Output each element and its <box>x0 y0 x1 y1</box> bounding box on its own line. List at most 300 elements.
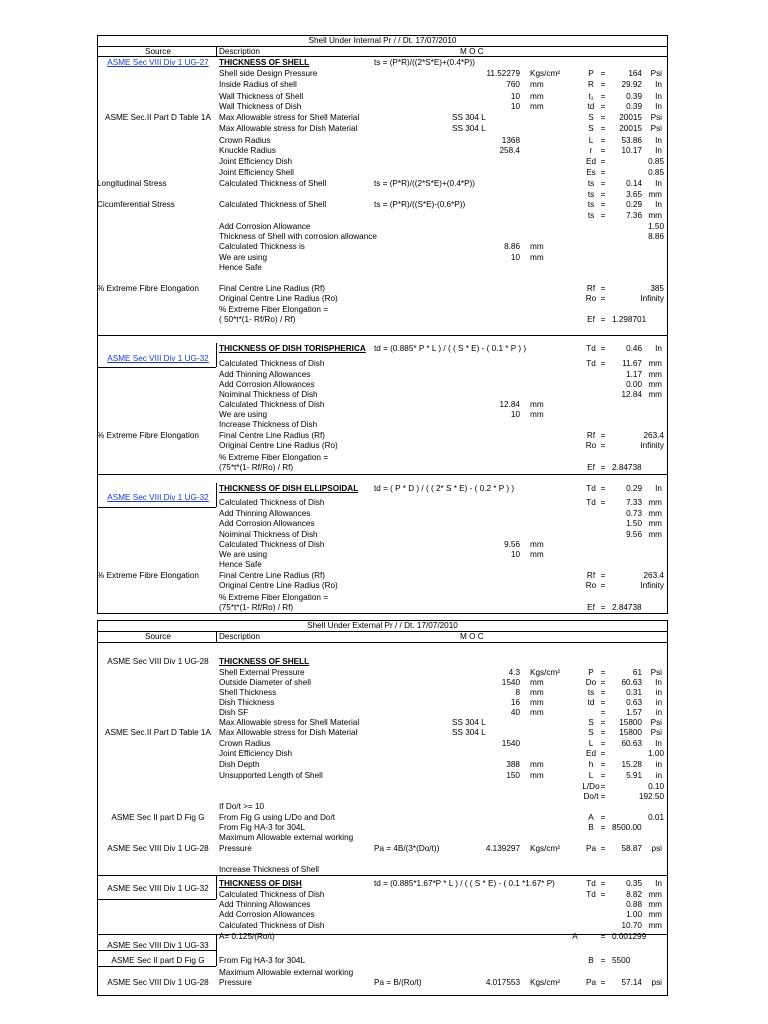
unit-cell: mm <box>530 698 544 707</box>
result-unit: in <box>655 760 662 769</box>
result-value: 0.85 <box>648 168 664 177</box>
equals-sign: = <box>600 749 606 758</box>
moc-value: 760 <box>506 80 520 89</box>
table-row <box>0 314 768 325</box>
description-cell: From Fig HA-3 for 304L <box>219 823 305 832</box>
result-value: Infinity <box>640 441 664 450</box>
equals-sign: = <box>600 113 606 122</box>
result-value: 8.82 <box>626 890 642 899</box>
table-row <box>0 748 768 759</box>
source-cell: ASME Sec II part D Fig G <box>111 956 205 965</box>
result-value: 3.65 <box>626 190 642 199</box>
result-value: 0.46 <box>626 344 642 353</box>
description-cell: Calculated Thickness is <box>219 242 305 251</box>
symbol-cell: r <box>589 146 593 155</box>
symbol-cell: Ro <box>585 581 597 590</box>
table-row <box>0 68 768 79</box>
table-row <box>0 801 768 812</box>
description-cell: Calculated Thickness of Dish <box>219 890 325 899</box>
equals-sign: = <box>600 344 606 353</box>
result-value: 2.84738 <box>612 463 642 472</box>
description-cell: THICKNESS OF SHELL <box>219 657 310 666</box>
description-cell: From Fig G using L/Do and Do/t <box>219 813 336 822</box>
table-row <box>0 940 768 951</box>
source-cell: ASME Sec.II Part D Table 1A <box>105 113 211 122</box>
description-cell: % Extreme Fiber Elongation = <box>219 305 328 314</box>
moc-value: 10 <box>510 92 520 101</box>
result-value: 0.14 <box>626 179 642 188</box>
moc-value: 11.52279 <box>486 69 520 78</box>
equals-sign: = <box>600 823 606 832</box>
moc-value: 10 <box>510 253 520 262</box>
equals-sign: = <box>600 879 606 888</box>
description-cell: Add Corrosion Allowances <box>219 380 315 389</box>
section-divider-ellipsoidal <box>97 474 668 475</box>
moc-value: 4.139297 <box>485 844 520 853</box>
moc-value: 8 <box>515 688 520 697</box>
symbol-cell: P <box>588 69 594 78</box>
description-cell: We are using <box>219 550 268 559</box>
equals-sign: = <box>600 92 606 101</box>
symbol-cell: td <box>587 102 595 111</box>
equals-sign: = <box>600 771 606 780</box>
symbol-cell: Es <box>586 168 596 177</box>
source-cell: ASME Sec VIII Div 1 UG-28 <box>107 978 209 987</box>
moc-value: 40 <box>510 708 520 717</box>
description-cell: Original Centre Line Radius (Ro) <box>219 581 338 590</box>
source-cell: Longitudinal Stress <box>97 179 167 188</box>
description-cell: Calculated Thickness of Shell <box>219 200 327 209</box>
table-row <box>0 920 768 931</box>
equals-sign: = <box>600 463 606 472</box>
result-unit: mm <box>648 910 662 919</box>
table-row <box>0 864 768 875</box>
equals-sign: = <box>600 844 606 853</box>
equals-sign: = <box>600 698 606 707</box>
result-value: 5.91 <box>626 771 642 780</box>
symbol-cell: h <box>588 760 594 769</box>
symbol-cell: Ro <box>585 294 597 303</box>
description-cell: Add Thinning Allowances <box>219 900 311 909</box>
symbol-cell: ts <box>587 200 595 209</box>
unit-cell: mm <box>530 253 544 262</box>
table-row <box>0 156 768 167</box>
result-value: 2.84738 <box>612 603 642 612</box>
equals-sign: = <box>600 359 606 368</box>
description-cell: Calculated Thickness of Dish <box>219 359 325 368</box>
equals-sign: = <box>600 69 606 78</box>
result-unit: in <box>655 708 662 717</box>
description-cell: Noiminal Thickness of Dish <box>219 530 318 539</box>
result-value: 1.298701 <box>612 315 647 324</box>
result-value: 0.85 <box>648 157 664 166</box>
description-cell: We are using <box>219 410 268 419</box>
symbol-cell: Ef <box>587 603 595 612</box>
moc-value: 8.86 <box>504 242 520 251</box>
moc-value: 10 <box>510 410 520 419</box>
description-cell: Original Centre Line Radius (Ro) <box>219 294 338 303</box>
result-value: 20015 <box>619 124 642 133</box>
description-cell: Outside Diameter of shell <box>219 678 311 687</box>
equals-sign: = <box>600 792 606 801</box>
moc-value: 4.017553 <box>485 978 520 987</box>
table-row <box>0 101 768 112</box>
table-row <box>0 770 768 781</box>
result-unit: in <box>655 771 662 780</box>
unit-cell: mm <box>530 678 544 687</box>
result-value: 0.001299 <box>612 932 647 941</box>
table-row <box>0 727 768 738</box>
description-cell: THICKNESS OF SHELL <box>219 58 310 67</box>
equals-sign: = <box>600 168 606 177</box>
equals-sign: = <box>600 431 606 440</box>
description-cell: Pressure <box>219 844 252 853</box>
result-unit: In <box>655 102 662 111</box>
result-value: 385 <box>650 284 664 293</box>
moc-value: SS 304 L <box>452 113 486 122</box>
source-link[interactable]: ASME Sec VIII Div 1 UG-32 <box>107 493 209 502</box>
description-cell: Dish Depth <box>219 760 260 769</box>
description-cell: If Do/t >= 10 <box>219 802 265 811</box>
result-value: 29.92 <box>621 80 642 89</box>
result-value: 0.63 <box>626 698 642 707</box>
description-cell: Shell Thickness <box>219 688 277 697</box>
unit-cell: Kgs/cm² <box>530 844 561 853</box>
description-cell: THICKNESS OF DISH TORISPHERICA <box>219 344 366 353</box>
result-unit: mm <box>648 890 662 899</box>
equals-sign: = <box>600 190 606 199</box>
equals-sign: = <box>600 668 606 677</box>
result-unit: In <box>655 80 662 89</box>
header-moc: M O C <box>460 47 484 56</box>
moc-value: SS 304 L <box>452 718 486 727</box>
table-row <box>0 440 768 451</box>
table-row <box>0 462 768 473</box>
symbol-cell: Ef <box>587 315 595 324</box>
description-cell: Unsupported Length of Shell <box>219 771 323 780</box>
external-pressure-title: Shell Under External Pr / / Dt. 17/07/2010 <box>307 621 458 630</box>
source-cell: ASME Sec VIII Div 1 UG-28 <box>107 657 209 666</box>
result-value: 0.31 <box>626 688 642 697</box>
result-value: 60.63 <box>621 739 642 748</box>
equals-sign: = <box>600 728 606 737</box>
table-row <box>0 57 768 68</box>
description-cell: Calculated Thickness of Dish <box>219 400 325 409</box>
table-row <box>0 656 768 667</box>
result-unit: Psi <box>650 668 662 677</box>
table-row <box>0 419 768 430</box>
result-unit: psi <box>651 844 662 853</box>
table-row <box>0 167 768 178</box>
symbol-cell: Td <box>586 484 596 493</box>
symbol-cell: Ed <box>585 157 596 166</box>
result-unit: mm <box>648 509 662 518</box>
result-value: 15800 <box>619 728 642 737</box>
result-unit: mm <box>648 211 662 220</box>
unit-cell: Kgs/cm² <box>530 668 561 677</box>
result-unit: In <box>655 200 662 209</box>
table-row <box>0 909 768 920</box>
formula-cell: Pa = 4B/(3*(Do/t)) <box>374 844 440 853</box>
table-row <box>0 759 768 770</box>
table-row <box>0 518 768 529</box>
result-value: 1.50 <box>648 222 664 231</box>
result-unit: Psi <box>650 718 662 727</box>
result-unit: mm <box>648 498 662 507</box>
source-cell: % Extreme Fibre Elongation <box>97 571 199 580</box>
symbol-cell: Td <box>586 359 596 368</box>
section-divider-torispherical <box>97 335 668 336</box>
header-description: Description <box>219 632 260 641</box>
equals-sign: = <box>600 581 606 590</box>
source-cell: ASME Sec VIII Div 1 UG-32 <box>107 884 209 893</box>
description-cell: Add Thinning Allowances <box>219 509 311 518</box>
description-cell: Shell External Pressure <box>219 668 305 677</box>
description-cell: Add Thinning Allowances <box>219 370 311 379</box>
description-cell: Dish Thickness <box>219 698 275 707</box>
source-link[interactable]: ASME Sec VIII Div 1 UG-27 <box>107 58 209 67</box>
ext-dish-divider <box>97 875 668 876</box>
external-header-row <box>0 631 768 642</box>
symbol-cell: S <box>588 124 594 133</box>
result-value: 58.87 <box>621 844 642 853</box>
result-value: 1.50 <box>626 519 642 528</box>
description-cell: Joint Efficiency Shell <box>219 168 294 177</box>
result-value: 0.39 <box>626 92 642 101</box>
moc-value: 10 <box>510 550 520 559</box>
header-moc: M O C <box>460 632 484 641</box>
description-cell: THICKNESS OF DISH ELLIPSOIDAL <box>219 484 359 493</box>
equals-sign: = <box>600 978 606 987</box>
result-value: 0.88 <box>626 900 642 909</box>
moc-value: 9.56 <box>504 540 520 549</box>
formula-cell: Pa = B/(Ro/t) <box>374 978 422 987</box>
source-link[interactable]: ASME Sec VIII Div 1 UG-32 <box>107 354 209 363</box>
result-value: 15.28 <box>621 760 642 769</box>
symbol-cell: Ed <box>585 749 596 758</box>
description-cell: Calculated Thickness of Dish <box>219 540 325 549</box>
description-cell: Max Allowable stress for Shell Material <box>219 718 360 727</box>
result-value: 8500.00 <box>612 823 642 832</box>
symbol-cell: Ro <box>585 441 597 450</box>
result-unit: mm <box>648 530 662 539</box>
result-value: Infinity <box>640 581 664 590</box>
description-cell: Add Corrosion Allowances <box>219 519 315 528</box>
symbol-cell: Ef <box>587 463 595 472</box>
table-row <box>0 358 768 369</box>
result-value: 5500 <box>612 956 631 965</box>
symbol-cell: A <box>572 932 578 941</box>
description-cell: Final Centre Line Radius (Rf) <box>219 431 326 440</box>
result-value: 60.63 <box>621 678 642 687</box>
symbol-cell: B <box>588 823 594 832</box>
symbol-cell: B <box>588 956 594 965</box>
description-cell: Increase Thickness of Dish <box>219 420 318 429</box>
description-cell: THICKNESS OF DISH <box>219 879 302 888</box>
table-row <box>0 977 768 988</box>
result-value: 0.10 <box>648 782 664 791</box>
moc-value: 1540 <box>501 678 520 687</box>
formula-cell: ts = (P*R)/((2*S*E)+(0.4*P)) <box>374 179 476 188</box>
unit-cell: mm <box>530 540 544 549</box>
symbol-cell: Do/t <box>583 792 599 801</box>
formula-cell: td = (0.885* P * L ) / ( ( S * E) - ( 0.1 * P ) ) <box>374 344 527 353</box>
equals-sign: = <box>600 739 606 748</box>
equals-sign: = <box>600 932 606 941</box>
table-row <box>0 602 768 613</box>
table-row <box>0 178 768 189</box>
moc-value: 150 <box>506 771 520 780</box>
ext-header-divider <box>97 642 668 643</box>
description-cell: Shell side Design Pressure <box>219 69 318 78</box>
equals-sign: = <box>600 708 606 717</box>
result-unit: In <box>655 179 662 188</box>
result-unit: mm <box>648 900 662 909</box>
result-unit: mm <box>648 359 662 368</box>
equals-sign: = <box>600 294 606 303</box>
result-value: 61 <box>632 668 642 677</box>
table-row <box>0 241 768 252</box>
result-unit: In <box>655 678 662 687</box>
table-row <box>0 497 768 508</box>
result-value: 57.14 <box>621 978 642 987</box>
description-cell: ( 50*t*(1- Rf/Ro) / Rf) <box>219 315 296 324</box>
moc-value: 4.3 <box>508 668 520 677</box>
symbol-cell: ts <box>587 211 595 220</box>
description-cell: Joint Efficiency Dish <box>219 749 293 758</box>
symbol-cell: Td <box>586 879 596 888</box>
header-source: Source <box>145 632 171 641</box>
header-description: Description <box>219 47 260 56</box>
result-unit: mm <box>648 519 662 528</box>
table-row <box>0 580 768 591</box>
symbol-cell: ts <box>587 190 595 199</box>
description-cell: Wall Thickness of Shell <box>219 92 304 101</box>
result-unit: In <box>655 136 662 145</box>
description-cell: Max Allowable stress for Dish Material <box>219 728 358 737</box>
symbol-cell: S <box>588 728 594 737</box>
result-unit: In <box>655 484 662 493</box>
result-unit: mm <box>648 370 662 379</box>
unit-cell: mm <box>530 771 544 780</box>
table-row <box>0 293 768 304</box>
symbol-cell: t₁ <box>588 92 594 101</box>
description-cell: Joint Efficiency Dish <box>219 157 293 166</box>
header-source: Source <box>145 47 171 56</box>
equals-sign: = <box>600 498 606 507</box>
result-value: 53.86 <box>621 136 642 145</box>
result-value: 0.00 <box>626 380 642 389</box>
result-unit: In <box>655 344 662 353</box>
description-cell: Max Allowable stress for Dish Material <box>219 124 358 133</box>
equals-sign: = <box>600 956 606 965</box>
table-row <box>0 123 768 134</box>
table-row <box>0 843 768 854</box>
result-value: 0.35 <box>626 879 642 888</box>
equals-sign: = <box>600 157 606 166</box>
description-cell: Add Corrosion Allowance <box>219 222 311 231</box>
internal-header-row <box>0 46 768 57</box>
result-unit: In <box>655 146 662 155</box>
moc-value: 1368 <box>501 136 520 145</box>
description-cell: From Fig HA-3 for 304L <box>219 956 305 965</box>
equals-sign: = <box>600 760 606 769</box>
symbol-cell: L/Do <box>582 782 600 791</box>
table-row <box>0 112 768 123</box>
description-cell: Original Centre Line Radius (Ro) <box>219 441 338 450</box>
formula-cell: td = (0.885*1.67*P * L ) / ( ( S * E) - ( 0.1 *1.67* P) <box>374 879 555 888</box>
result-value: 12.84 <box>621 390 642 399</box>
description-cell: Calculated Thickness of Dish <box>219 921 325 930</box>
symbol-cell: Td <box>586 344 596 353</box>
symbol-cell: L <box>588 136 594 145</box>
description-cell: % Extreme Fiber Elongation = <box>219 453 328 462</box>
description-cell: We are using <box>219 253 268 262</box>
table-row <box>0 955 768 966</box>
result-value: 1.00 <box>626 910 642 919</box>
result-value: 192.50 <box>638 792 664 801</box>
formula-cell: ts = (P*R)/((S*E)-(0.6*P)) <box>374 200 466 209</box>
result-value: 7.36 <box>626 211 642 220</box>
moc-value: 258.4 <box>499 146 520 155</box>
result-value: 0.29 <box>626 200 642 209</box>
source-cell: Cicumferential Stress <box>97 200 175 209</box>
symbol-cell: L <box>588 771 594 780</box>
unit-cell: Kgs/cm² <box>530 978 561 987</box>
unit-cell: mm <box>530 550 544 559</box>
description-cell: Increase Thickness of Shell <box>219 865 319 874</box>
symbol-cell: td <box>587 698 595 707</box>
description-cell: Hence Safe <box>219 263 262 272</box>
result-value: 10.17 <box>621 146 642 155</box>
equals-sign: = <box>600 136 606 145</box>
result-unit: Psi <box>650 728 662 737</box>
unit-cell: mm <box>530 410 544 419</box>
equals-sign: = <box>600 813 606 822</box>
symbol-cell: Rf <box>586 571 596 580</box>
description-cell: Noiminal Thickness of Dish <box>219 390 318 399</box>
result-value: 11.67 <box>622 359 642 368</box>
unit-cell: mm <box>530 102 544 111</box>
equals-sign: = <box>600 315 606 324</box>
result-value: 263.4 <box>643 571 664 580</box>
description-cell: Max Allowable stress for Shell Material <box>219 113 360 122</box>
moc-value: 1540 <box>501 739 520 748</box>
description-cell: Dish SF <box>219 708 249 717</box>
result-value: 0.29 <box>626 484 642 493</box>
equals-sign: = <box>600 688 606 697</box>
result-unit: Psi <box>650 113 662 122</box>
moc-value: SS 304 L <box>452 124 486 133</box>
equals-sign: = <box>600 441 606 450</box>
internal-pressure-title: Shell Under Internal Pr / / Dt. 17/07/2010 <box>308 36 457 45</box>
symbol-cell: S <box>588 113 594 122</box>
unit-cell: mm <box>530 80 544 89</box>
result-unit: In <box>655 92 662 101</box>
equals-sign: = <box>600 678 606 687</box>
symbol-cell: Pa <box>585 844 596 853</box>
source-cell: ASME Sec.II Part D Table 1A <box>105 728 211 737</box>
description-cell: Inside Radius of shell <box>219 80 297 89</box>
unit-cell: mm <box>530 92 544 101</box>
result-unit: In <box>655 879 662 888</box>
moc-value: 16 <box>510 698 520 707</box>
formula-cell: td = ( P * D ) / ( ( 2* S * E) - ( 0.2 * P ) ) <box>374 484 515 493</box>
source-cell: ASME Sec VIII Div 1 UG-33 <box>107 941 209 950</box>
equals-sign: = <box>600 200 606 209</box>
table-row <box>0 262 768 273</box>
symbol-cell: ts <box>587 179 595 188</box>
